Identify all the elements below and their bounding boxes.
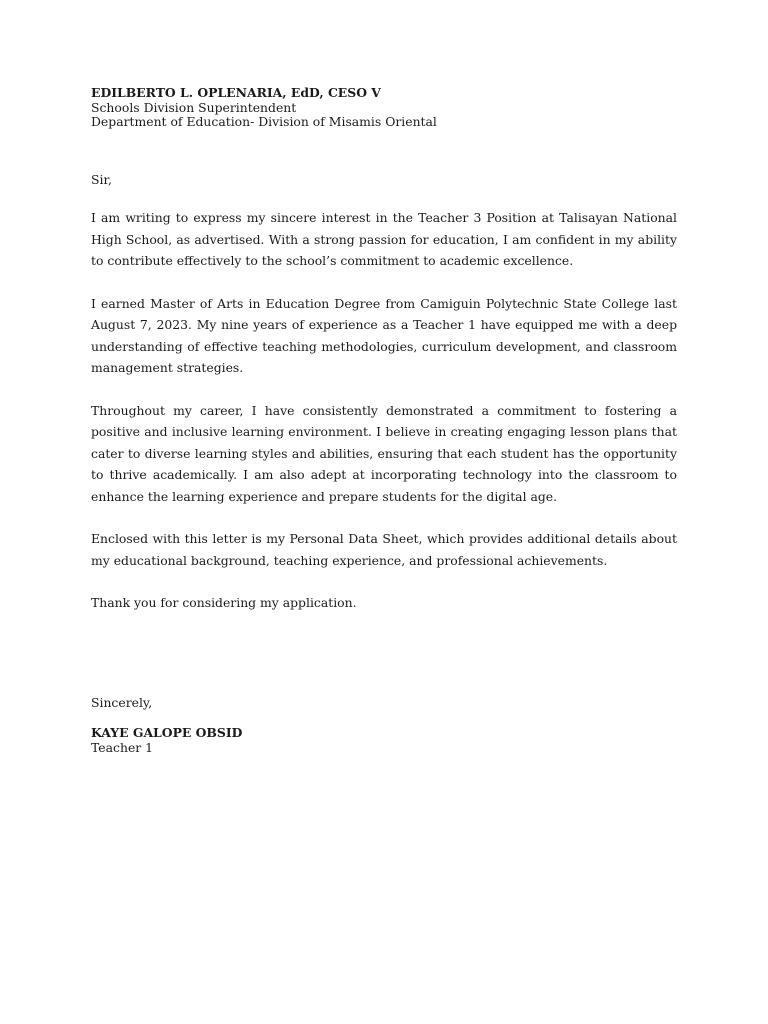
signature-block bbox=[91, 726, 677, 755]
paragraph-thanks: Thank you for considering my application. bbox=[91, 595, 357, 610]
paragraph-enclosure: Enclosed with this letter is my Personal Data Sheet, which provides additional details about my educational background, teaching experience, and professional achievements. bbox=[91, 531, 677, 568]
closing: Sincerely, bbox=[91, 694, 153, 710]
recipient-office: Department of Education- Division of Misamis Oriental bbox=[91, 114, 437, 129]
recipient-title: Schools Division Superintendent bbox=[91, 99, 297, 115]
signer-name: KAYE GALOPE OBSID bbox=[91, 725, 243, 740]
salutation: Sir, bbox=[91, 171, 112, 187]
recipient-name: EDILBERTO L. OPLENARIA, EdD, CESO V bbox=[91, 85, 381, 100]
letter-body bbox=[91, 86, 677, 755]
paragraph-interest: I am writing to express my sincere interest in the Teacher 3 Position at Talisayan National High School, as advertised. With a strong passion for education, I am confident in my ability to contribute effectively to the school’s commitment to academic excellence. bbox=[91, 210, 677, 268]
signer-title: Teacher 1 bbox=[91, 739, 154, 755]
paragraph-experience: Throughout my career, I have consistently demonstrated a commitment to fostering a positive and inclusive learning environment. I believe in creating engaging lesson plans that cater to diverse learning styles and abilities, ensuring that each student has the opportunity to thrive academically. I am also adept at incorporating technology into the classroom to enhance the learning experience and prepare students for the digital age. bbox=[91, 402, 677, 504]
recipient-block bbox=[91, 86, 677, 130]
paragraph-education: I earned Master of Arts in Education Degree from Camiguin Polytechnic State College last August 7, 2023. My nine years of experience as a Teacher 1 have equipped me with a deep understanding of effective teaching methodologies, curriculum development, and classroom management strategies. bbox=[91, 295, 677, 375]
